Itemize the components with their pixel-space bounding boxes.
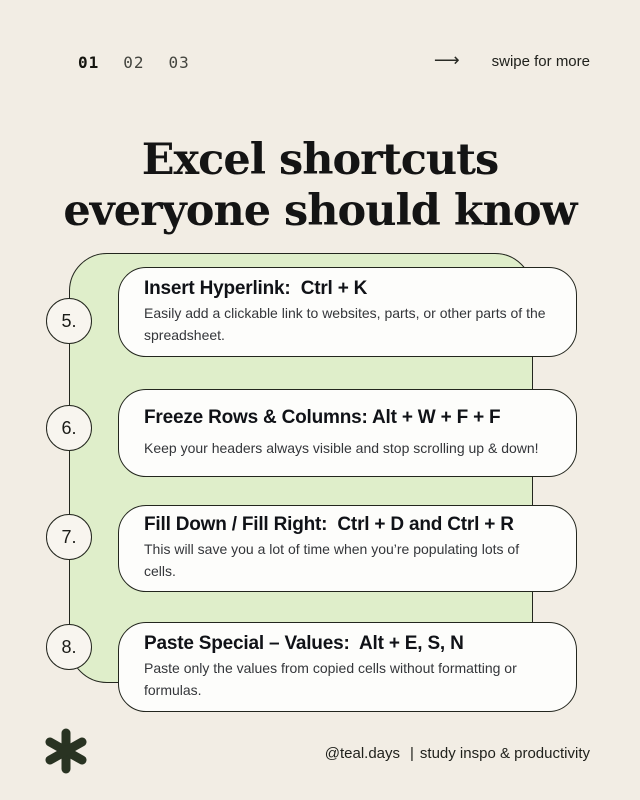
page-title-line1: Excel shortcuts [141,134,499,185]
credit-tagline: study inspo & productivity [419,745,590,762]
credit-separator: | [410,745,414,762]
shortcut-number-8: 8. [46,624,92,670]
shortcut-number-7: 7. [46,514,92,560]
shortcut-description: Keep your headers always visible and stop scrolling up & down! [144,439,539,456]
footer-credit [325,745,590,762]
shortcut-card-freeze-rows-columns [118,389,577,477]
shortcut-title: Insert Hyperlink: Ctrl + K [144,277,368,299]
shortcut-title: Paste Special – Values: Alt + E, S, N [144,632,464,654]
shortcut-card-fill-down-right [118,505,577,592]
page-indicator-2[interactable]: 02 [123,53,145,72]
page-indicator-3[interactable]: 03 [168,53,190,72]
page-title [0,135,640,238]
right-arrow-icon: ⟶ [433,50,460,71]
shortcut-number-5: 5. [46,298,92,344]
pagination [78,53,190,72]
swipe-label: swipe for more [491,52,590,70]
shortcut-description: Easily add a clickable link to websites, parts, or other parts of the spreadsheet. [144,304,546,343]
shortcut-description: Paste only the values from copied cells without formatting or formulas. [144,659,517,698]
shortcut-description: This will save you a lot of time when you’re populating lots of cells. [144,541,520,579]
shortcut-title: Freeze Rows & Columns: Alt + W + F + F [144,406,501,428]
shortcut-card-paste-special-values [118,622,577,712]
swipe-hint[interactable] [434,52,590,70]
shortcut-number-6: 6. [46,405,92,451]
shortcut-card-insert-hyperlink [118,267,577,357]
account-handle[interactable]: @teal.days [324,745,400,762]
shortcut-title: Fill Down / Fill Right: Ctrl + D and Ctrl + R [144,514,514,536]
page-title-line2: everyone should know [63,186,577,237]
page-indicator-1[interactable]: 01 [78,53,100,72]
asterisk-icon [42,727,90,775]
